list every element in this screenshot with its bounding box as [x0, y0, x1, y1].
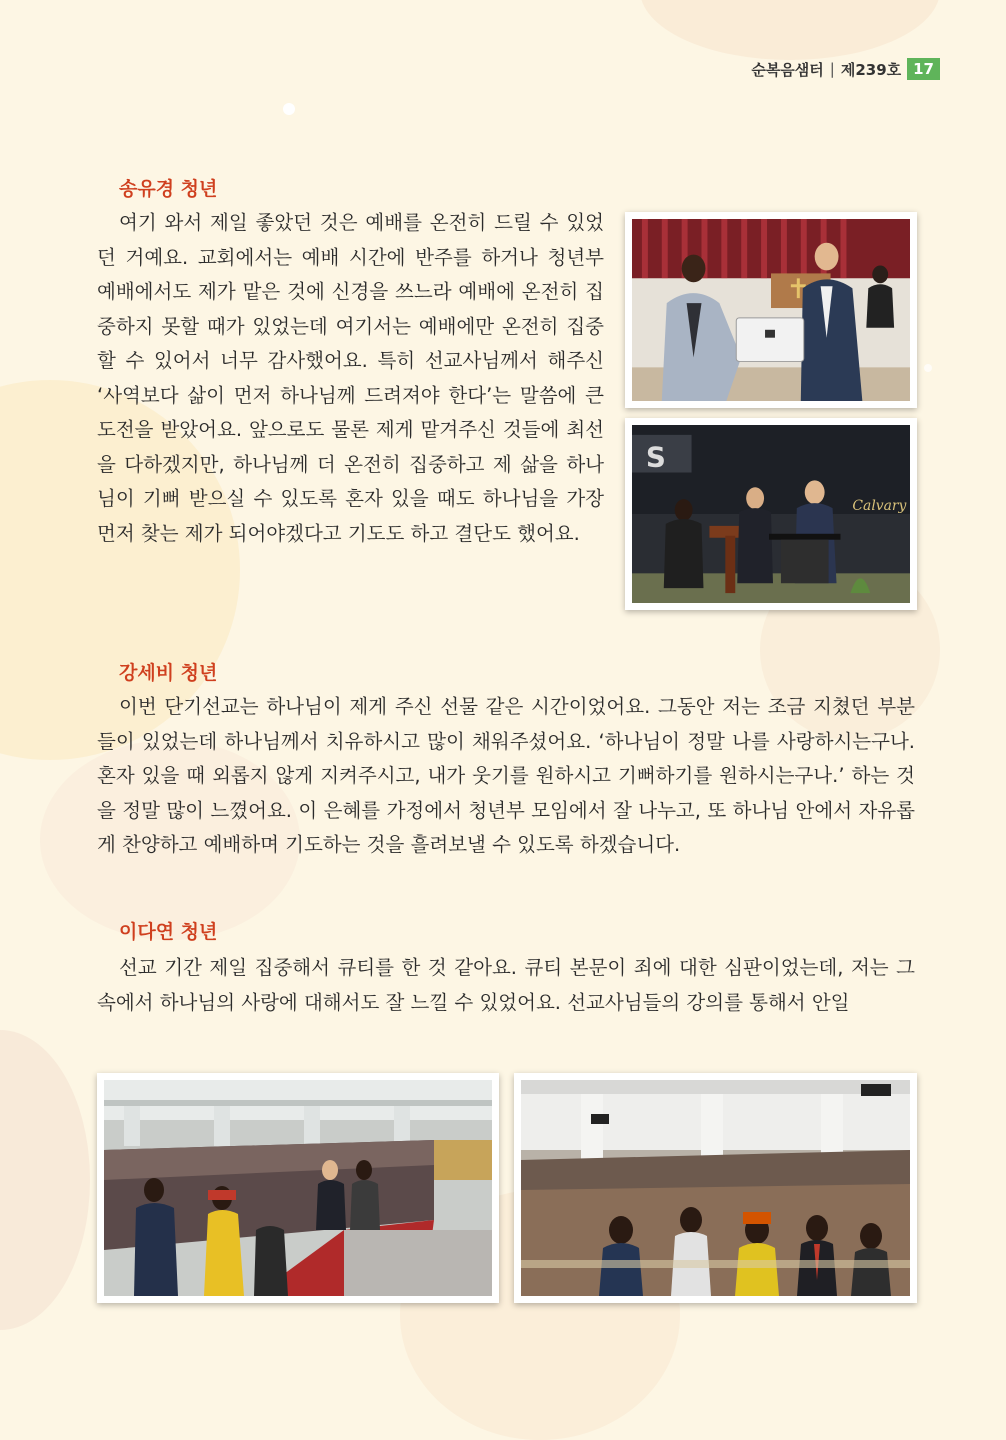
photo-gift-presentation-image: [632, 219, 910, 401]
header-separator: |: [829, 60, 835, 78]
photo-pulpit-speakers-image: [632, 425, 910, 603]
publication-name: 순복음샘터: [751, 60, 824, 79]
photo-seated-audience-image: [521, 1080, 910, 1296]
photo-pulpit-speakers: [625, 418, 917, 610]
section-paragraph: 선교 기간 제일 집중해서 큐티를 한 것 같아요. 큐티 본문이 죄에 대한 심판이었는데, 저는 그 속에서 하나님의 사랑에 대해서도 잘 느낄 수 있었어요. 선교사님들의 강의를 통해서 안일: [97, 956, 915, 1014]
section-paragraph: 이번 단기선교는 하나님이 제게 주신 선물 같은 시간이었어요. 그동안 저는 조금 지쳤던 부분들이 있었는데 하나님께서 치유하시고 많이 채워주셨어요. ‘하나님이 정말 나를 사랑하시는구나. 혼자 있을 때 외롭지 않게 지켜주시고, 내가 웃기를 원하시고 기뻐하기를 원하시는구나.’ 하는 것을 정말 많이 느꼈어요. 이 은혜를 가정에서 청년부 모임에서 잘 나누고, 또 하나님 안에서 자유롭게 찬양하고 예배하며 기도하는 것을 흘려보낼 수 있도록 하겠습니다.: [97, 695, 915, 856]
photo-congregation-worship-image: [104, 1080, 492, 1296]
decor-dot: [283, 103, 295, 115]
section-heading: 강세비 청년: [119, 662, 218, 684]
section-heading: 이다연 청년: [119, 921, 218, 943]
page-number-badge: 17: [907, 58, 940, 80]
svg-text:S: S: [645, 440, 666, 474]
photo-seated-audience: [514, 1073, 917, 1303]
page-header: [751, 58, 940, 80]
decor-bubble: [640, 0, 940, 60]
issue-number: 제239호: [840, 60, 902, 79]
section-paragraph: 여기 와서 제일 좋았던 것은 예배를 온전히 드릴 수 있었던 거예요. 교회에서는 예배 시간에 반주를 하거나 청년부 예배에서도 제가 맡은 것에 신경을 쓰느라 예배에 온전히 집중하지 못할 때가 있었는데 여기서는 예배에만 온전히 집중할 수 있어서 너무 감사했어요. 특히 선교사님께서 해주신 ‘사역보다 삶이 먼저 하나님께 드려져야 한다’는 말씀에 큰 도전을 받았어요. 앞으로도 물론 제게 맡겨주신 것들에 최선을 다하겠지만, 하나님께 더 온전히 집중하고 제 삶을 하나님이 기뻐 받으실 수 있도록 혼자 있을 때도 하나님을 가장 먼저 찾는 제가 되어야겠다고 기도도 하고 결단도 했어요.: [97, 211, 604, 545]
calvary-sign-text: Calvary: [852, 498, 907, 515]
decor-bubble: [0, 1030, 90, 1330]
photo-gift-presentation: [625, 212, 917, 408]
photo-congregation-worship: [97, 1073, 499, 1303]
section-heading: 송유경 청년: [119, 178, 218, 200]
decor-dot: [924, 364, 932, 372]
